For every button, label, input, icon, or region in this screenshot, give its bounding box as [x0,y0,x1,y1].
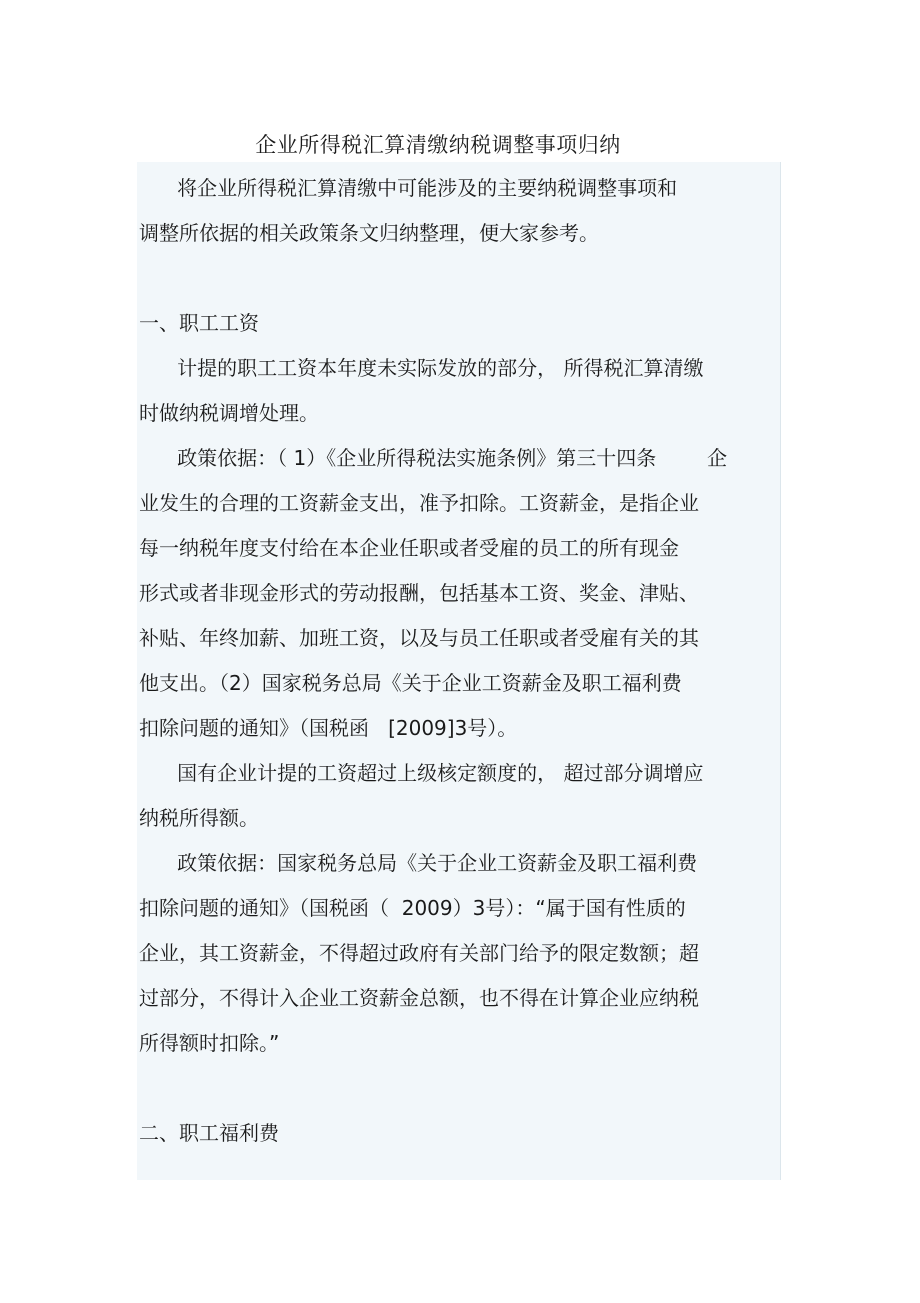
paragraph-policy-basis-1 [139,436,779,751]
text-line: 政策依据：国家税务总局《关于企业工资薪金及职工福利费 [139,851,698,875]
text-line: 业发生的合理的工资薪金支出，准予扣除。工资薪金，是指企业 [139,491,699,515]
paragraph-policy-basis-2 [139,841,779,1066]
text-line: 扣除问题的通知》（国税函（ 2009）3号）：“属于国有性质的 [139,896,686,920]
text-line: 他支出。（2）国家税务总局《关于企业工资薪金及职工福利费 [139,671,682,695]
paragraph-state-owned-wages [139,751,779,841]
text-line: 将企业所得税汇算清缴中可能涉及的主要纳税调整事项和 [139,176,678,200]
text-line: 补贴、年终加薪、加班工资，以及与员工任职或者受雇有关的其 [139,626,699,650]
text-line: 形式或者非现金形式的劳动报酬，包括基本工资、奖金、津贴、 [139,581,699,605]
text-line: 计提的职工工资本年度未实际发放的部分， 所得税汇算清缴 [139,356,704,380]
text-line: 时做纳税调增处理。 [139,401,319,425]
section-heading-wages: 一、职工工资 [139,311,259,335]
intro-paragraph [139,166,779,256]
section-heading-welfare: 二、职工福利费 [139,1121,279,1145]
text-line: 纳税所得额。 [139,806,259,830]
paragraph-unpaid-wages [139,346,779,436]
page-title: 企业所得税汇算清缴纳税调整事项归纳 [255,133,621,157]
text-line: 所得额时扣除。” [139,1031,280,1055]
document-content [139,166,779,1156]
text-line: 过部分，不得计入企业工资薪金总额，也不得在计算企业应纳税 [139,986,699,1010]
text-line: 扣除问题的通知》（国税函 [2009]3号）。 [139,716,518,740]
text-line: 国有企业计提的工资超过上级核定额度的， 超过部分调增应 [139,761,704,785]
text-line: 每一纳税年度支付给在本企业任职或者受雇的员工的所有现金 [139,536,679,560]
text-line: 企业，其工资薪金，不得超过政府有关部门给予的限定数额；超 [139,941,699,965]
text-line: 政策依据：（ 1）《企业所得税法实施条例》第三十四条 企 [139,446,728,470]
text-line: 调整所依据的相关政策条文归纳整理，便大家参考。 [139,221,599,245]
